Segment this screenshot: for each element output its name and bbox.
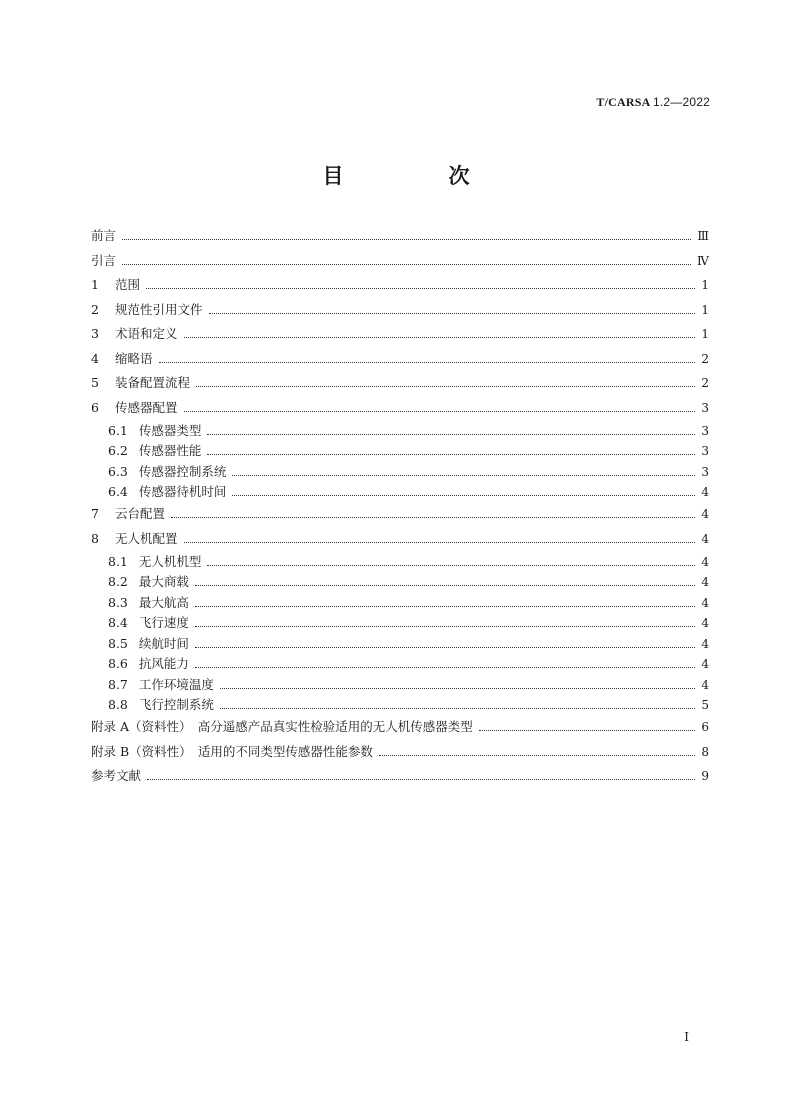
toc-entry[interactable] [91,674,709,695]
standard-code [596,95,710,110]
toc-leader-dots [232,495,695,496]
toc-leader-dots [147,779,695,780]
toc-entry-title: 范围 [115,277,141,292]
toc-entry-page: 4 [701,507,709,521]
toc-entry-number: 4 [91,350,99,366]
toc-entry-title: 最大航高 [138,594,189,610]
toc-entry-title: 传感器配置 [115,399,178,415]
toc-entry-number: 6.1 [108,422,128,438]
toc-entry-number: 8.5 [108,635,128,651]
toc-leader-dots [195,606,695,607]
toc-entry-label [91,613,189,633]
toc-entry[interactable] [91,742,709,762]
toc-leader-dots [195,626,695,627]
toc-entry-label [91,529,178,549]
toc-entry-page: 2 [701,351,709,366]
toc-entry-title: 传感器类型 [138,422,202,438]
toc-entry-label [91,300,203,320]
toc-entry[interactable] [91,398,709,418]
toc-entry-page: 3 [701,444,709,458]
toc-leader-dots [207,565,695,566]
toc-entry-title: 缩略语 [115,350,153,366]
toc-entry-page: 2 [701,376,709,390]
toc-entry-label [91,324,178,344]
toc-entry[interactable] [91,482,709,503]
toc-entry-label [91,504,165,524]
toc-entry-number: 8.4 [108,615,128,630]
toc-entry-number: 8.7 [108,676,128,692]
toc-entry-title: 无人机配置 [115,530,178,546]
toc-entry-page: 3 [701,464,709,479]
toc-entry-page: 8 [701,744,709,759]
toc-entry-number: 8.8 [108,697,128,712]
toc-entry[interactable] [91,654,709,675]
toc-entry[interactable] [91,226,709,246]
toc-leader-dots [220,688,695,689]
toc-entry-label [91,349,153,369]
toc-entry-title: 飞行速度 [138,615,189,630]
toc-entry-label [91,634,189,654]
toc-entry[interactable] [91,349,709,369]
page-number: I [684,1030,689,1044]
toc-leader-dots [184,411,695,412]
toc-entry-number: 6 [91,399,99,415]
toc-entry-label [91,552,201,572]
toc-entry-page: 4 [701,485,709,499]
toc-entry-label [91,675,214,695]
toc-entry-title: 云台配置 [115,506,166,521]
toc-entry-page: Ⅳ [697,253,709,268]
toc-entry-title: 飞行控制系统 [138,697,214,712]
toc-entry[interactable] [91,300,709,320]
toc-entry-title: 参考文献 [91,768,142,783]
toc-entry-title: 引言 [91,252,117,268]
toc-entry-title: 规范性引用文件 [115,301,203,317]
toc-entry-number: 6.2 [108,443,128,458]
toc-entry-page: Ⅲ [697,229,709,243]
toc-entry-page: 4 [701,657,709,671]
toc-leader-dots [195,647,695,648]
toc-leader-dots [171,517,695,518]
toc-entry[interactable] [91,324,709,344]
toc-entry-label [91,373,190,393]
toc-entry-label [91,251,116,271]
toc-leader-dots [184,337,695,338]
toc-entry-number: 6.4 [108,484,128,499]
toc-leader-dots [146,288,695,289]
toc-entry[interactable] [91,592,709,613]
toc-entry-number: 2 [91,301,99,317]
toc-leader-dots [184,542,695,543]
toc-entry-label [91,441,201,461]
toc-entry-page: 4 [701,616,709,630]
toc-entry-page: 4 [701,636,709,651]
toc-leader-dots [379,755,695,756]
toc-entry[interactable] [91,695,709,716]
toc-entry-page: 1 [701,327,709,341]
toc-entry-title: 前言 [91,228,117,243]
toc-entry-label [91,462,226,482]
toc-leader-dots [209,313,695,314]
toc-entry-page: 5 [701,698,709,712]
toc-entry-page: 4 [701,531,709,546]
toc-entry-number: 8.6 [108,656,128,671]
toc-entry[interactable] [91,613,709,634]
toc-entry-title: 续航时间 [138,635,189,651]
toc-entry-title: 装备配置流程 [115,375,191,390]
toc-entry-page: 4 [701,554,709,569]
toc-entry[interactable] [91,717,709,737]
toc-entry[interactable] [91,504,709,524]
toc-entry-title: 传感器控制系统 [138,463,227,479]
toc-entry[interactable] [91,373,709,393]
toc-entry-title: 术语和定义 [115,326,178,341]
toc-entry-label [91,593,189,613]
toc-entry-page: 1 [701,302,709,317]
toc-entry-title: 传感器性能 [138,443,202,458]
standard-code-number: 1.2—2022 [653,95,710,109]
toc-entry-label [91,766,141,786]
toc-entry-title: 抗风能力 [138,656,189,671]
toc-entry-number: 1 [91,277,99,292]
toc-entry-title: 工作环境温度 [138,676,214,692]
toc-entry-number: 8.1 [108,553,128,569]
toc-entry[interactable] [91,461,709,482]
toc-entry-label [91,275,140,295]
toc-leader-dots [196,386,695,387]
toc-entry-label [91,482,226,502]
toc-entry-number: 8.2 [108,574,128,589]
toc-leader-dots [122,239,691,240]
toc-entry-title: 附录 A（资料性） 高分遥感产品真实性检验适用的无人机传感器类型 [91,719,473,734]
page-title: 目 次 [322,164,512,188]
toc-entry-title: 无人机机型 [138,553,202,569]
toc-entry-page: 4 [701,575,709,589]
toc-entry[interactable] [91,766,709,786]
toc-entry-page: 3 [701,400,709,415]
toc-entry-page: 4 [701,595,709,610]
toc-leader-dots [195,585,695,586]
toc-entry-title: 附录 B（资料性） 适用的不同类型传感器性能参数 [91,743,373,759]
toc-entry-label [91,695,214,715]
toc-entry-label [91,717,473,737]
toc-entry-number: 3 [91,326,99,341]
toc-entry[interactable] [91,275,709,295]
toc-entry-page: 1 [701,278,709,292]
toc-entry[interactable] [91,251,709,271]
toc-entry-title: 最大商载 [138,574,189,589]
toc-entry-number: 7 [91,506,99,521]
toc-leader-dots [195,667,695,668]
toc-entry-title: 传感器待机时间 [138,484,227,499]
toc-entry-page: 3 [701,423,709,438]
toc-entry-label [91,398,178,418]
toc-leader-dots [220,708,695,709]
toc-entry-page: 4 [701,677,709,692]
toc-leader-dots [159,362,695,363]
toc-leader-dots [207,454,695,455]
toc-entry-number: 6.3 [108,463,128,479]
toc-entry-label [91,421,201,441]
toc-entry[interactable] [91,420,709,441]
toc-entry[interactable] [91,551,709,572]
toc-entry-page: 6 [701,720,709,734]
toc-leader-dots [232,475,695,476]
toc-leader-dots [122,264,691,265]
toc-entry[interactable] [91,572,709,593]
toc-entry[interactable] [91,529,709,549]
toc-entry[interactable] [91,633,709,654]
toc-entry-number: 8.3 [108,594,128,610]
toc-entry-label [91,572,189,592]
toc-entry-label [91,654,189,674]
toc-entry-number: 5 [91,375,99,390]
toc-leader-dots [207,434,695,435]
toc-entry-label [91,742,373,762]
toc-leader-dots [479,730,695,731]
toc-entry-number: 8 [91,530,99,546]
toc-entry-page: 9 [701,769,709,783]
standard-code-prefix: T/CARSA [596,95,650,109]
table-of-contents [91,226,709,791]
toc-entry[interactable] [91,441,709,462]
toc-entry-label [91,226,116,246]
